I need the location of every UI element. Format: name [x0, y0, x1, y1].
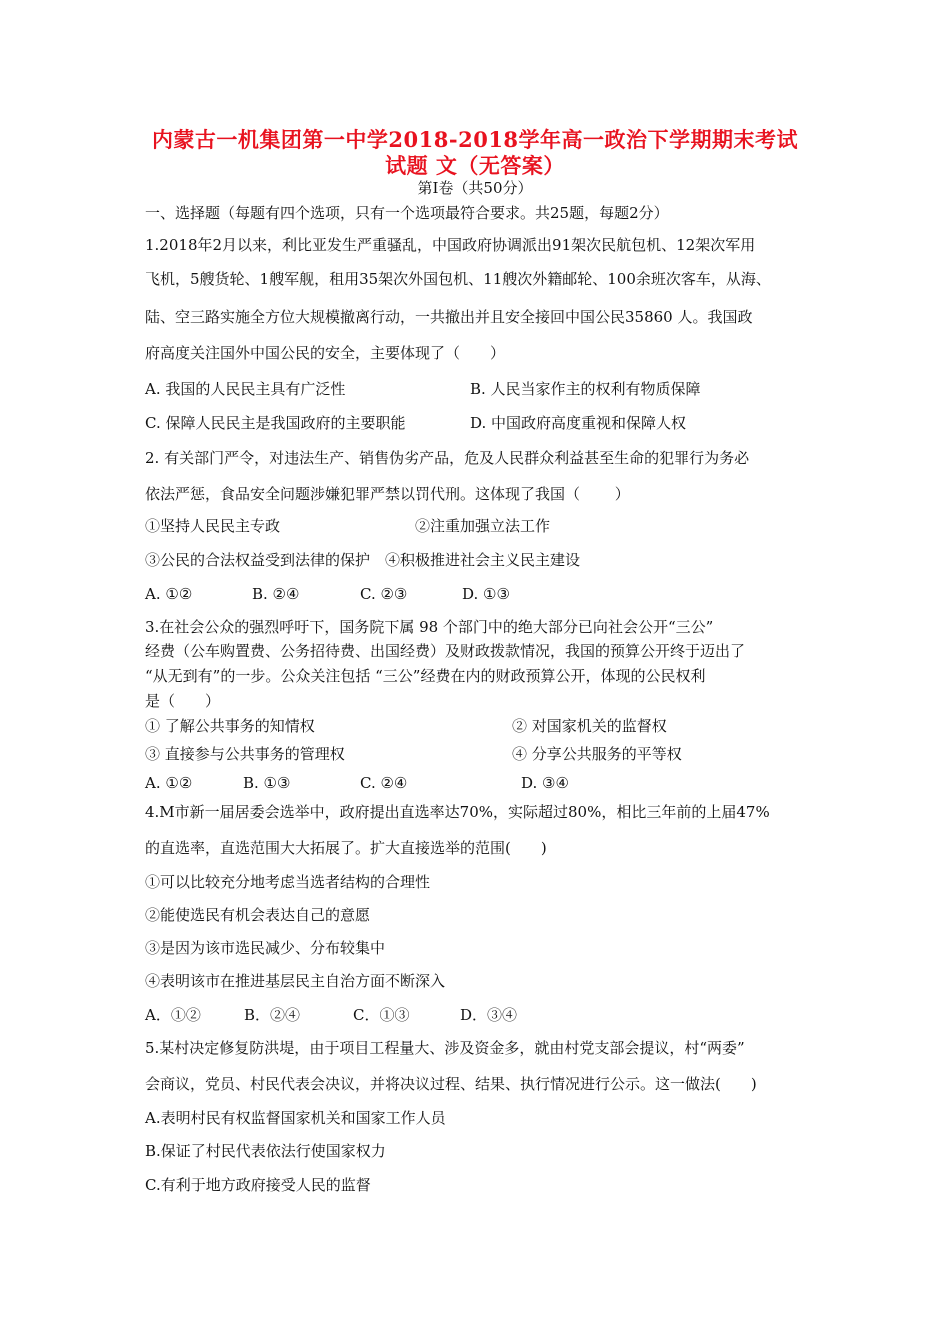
q3-item-1: ① 了解公共事务的知情权 — [145, 717, 315, 735]
q4-option-c: C．①③ — [353, 1006, 410, 1024]
q1-option-a: A. 我国的人民民主具有广泛性 — [145, 380, 346, 398]
q3-item-3: ③ 直接参与公共事务的管理权 — [145, 745, 345, 763]
q1-stem-line-4: 府高度关注国外中国公民的安全，主要体现了（ ） — [145, 344, 506, 362]
q5-option-b: B.保证了村民代表依法行使国家权力 — [145, 1142, 386, 1160]
q4-item-2: ②能使选民有机会表达自己的意愿 — [145, 906, 371, 924]
q2-item-1: ①坚持人民民主专政 — [145, 517, 281, 535]
q1-stem-line-1: 1.2018年2月以来，利比亚发生严重骚乱，中国政府协调派出91架次民航包机、12架次军用 — [145, 236, 756, 254]
q2-stem-line-2: 依法严惩，食品安全问题涉嫌犯罪严禁以罚代刑。这体现了我国（ ） — [145, 485, 630, 503]
q2-items-3-4: ③公民的合法权益受到法律的保护 ④积极推进社会主义民主建设 — [145, 551, 581, 569]
q3-option-c: C. ②④ — [360, 774, 408, 792]
q2-item-2: ②注重加强立法工作 — [415, 517, 551, 535]
document-title-line-1: 内蒙古一机集团第一中学2018-2018学年高一政治下学期期末考试 — [151, 127, 799, 152]
q2-stem-line-1: 2. 有关部门严令，对违法生产、销售伪劣产品，危及人民群众利益甚至生命的犯罪行为务必 — [145, 449, 750, 467]
q3-stem-line-1: 3.在社会公众的强烈呼吁下，国务院下属 98 个部门中的绝大部分已向社会公开“三公” — [145, 618, 714, 636]
q2-option-c: C. ②③ — [360, 585, 408, 603]
section-heading: 一、选择题（每题有四个选项，只有一个选项最符合要求。共25题，每题2分） — [145, 204, 669, 222]
q4-stem-line-1: 4.M市新一届居委会选举中，政府提出直选率达70%，实际超过80%，相比三年前的上届47% — [145, 803, 770, 821]
q3-stem-line-4: 是（ ） — [145, 692, 221, 710]
q2-option-a: A. ①② — [145, 585, 193, 603]
q3-item-2: ② 对国家机关的监督权 — [512, 717, 667, 735]
q2-option-d: D. ①③ — [462, 585, 510, 603]
q4-option-a: A．①② — [145, 1006, 201, 1024]
q3-option-b: B. ①③ — [243, 774, 291, 792]
q3-option-d: D. ③④ — [521, 774, 569, 792]
q3-stem-line-2: 经费（公车购置费、公务招待费、出国经费）及财政拨款情况，我国的预算公开终于迈出了 — [145, 642, 746, 660]
q5-option-a: A.表明村民有权监督国家机关和国家工作人员 — [145, 1109, 446, 1127]
part-heading: 第Ⅰ卷（共50分） — [417, 179, 533, 197]
q4-option-b: B．②④ — [244, 1006, 301, 1024]
q4-item-4: ④表明该市在推进基层民主自治方面不断深入 — [145, 972, 446, 990]
q4-option-d: D．③④ — [460, 1006, 518, 1024]
q1-option-b: B. 人民当家作主的权利有物质保障 — [470, 380, 701, 398]
q1-stem-line-2: 飞机，5艘货轮、1艘军舰，租用35架次外国包机、11艘次外籍邮轮、100余班次客车，从海、 — [145, 270, 771, 288]
q1-option-d: D. 中国政府高度重视和保障人权 — [470, 414, 687, 432]
q5-option-c: C.有利于地方政府接受人民的监督 — [145, 1176, 371, 1194]
q3-option-a: A. ①② — [145, 774, 193, 792]
q4-item-3: ③是因为该市选民减少、分布较集中 — [145, 939, 386, 957]
q1-stem-line-3: 陆、空三路实施全方位大规模撤离行动，一共撤出并且安全接回中国公民35860 人。我国政 — [145, 308, 753, 326]
q1-option-c: C. 保障人民民主是我国政府的主要职能 — [145, 414, 406, 432]
q5-stem-line-2: 会商议，党员、村民代表会决议，并将决议过程、结果、执行情况进行公示。这一做法( ) — [145, 1075, 757, 1093]
document-title-line-2: 试题 文（无答案） — [385, 153, 565, 178]
q4-item-1: ①可以比较充分地考虑当选者结构的合理性 — [145, 873, 431, 891]
q4-stem-line-2: 的直选率，直选范围大大拓展了。扩大直接选举的范围( ) — [145, 839, 547, 857]
q2-option-b: B. ②④ — [252, 585, 300, 603]
q5-stem-line-1: 5.某村决定修复防洪堤，由于项目工程量大、涉及资金多，就由村党支部会提议，村“两委” — [145, 1039, 745, 1057]
q3-item-4: ④ 分享公共服务的平等权 — [512, 745, 682, 763]
q3-stem-line-3: “从无到有”的一步。公众关注包括 “三公”经费在内的财政预算公开，体现的公民权利 — [145, 667, 706, 685]
